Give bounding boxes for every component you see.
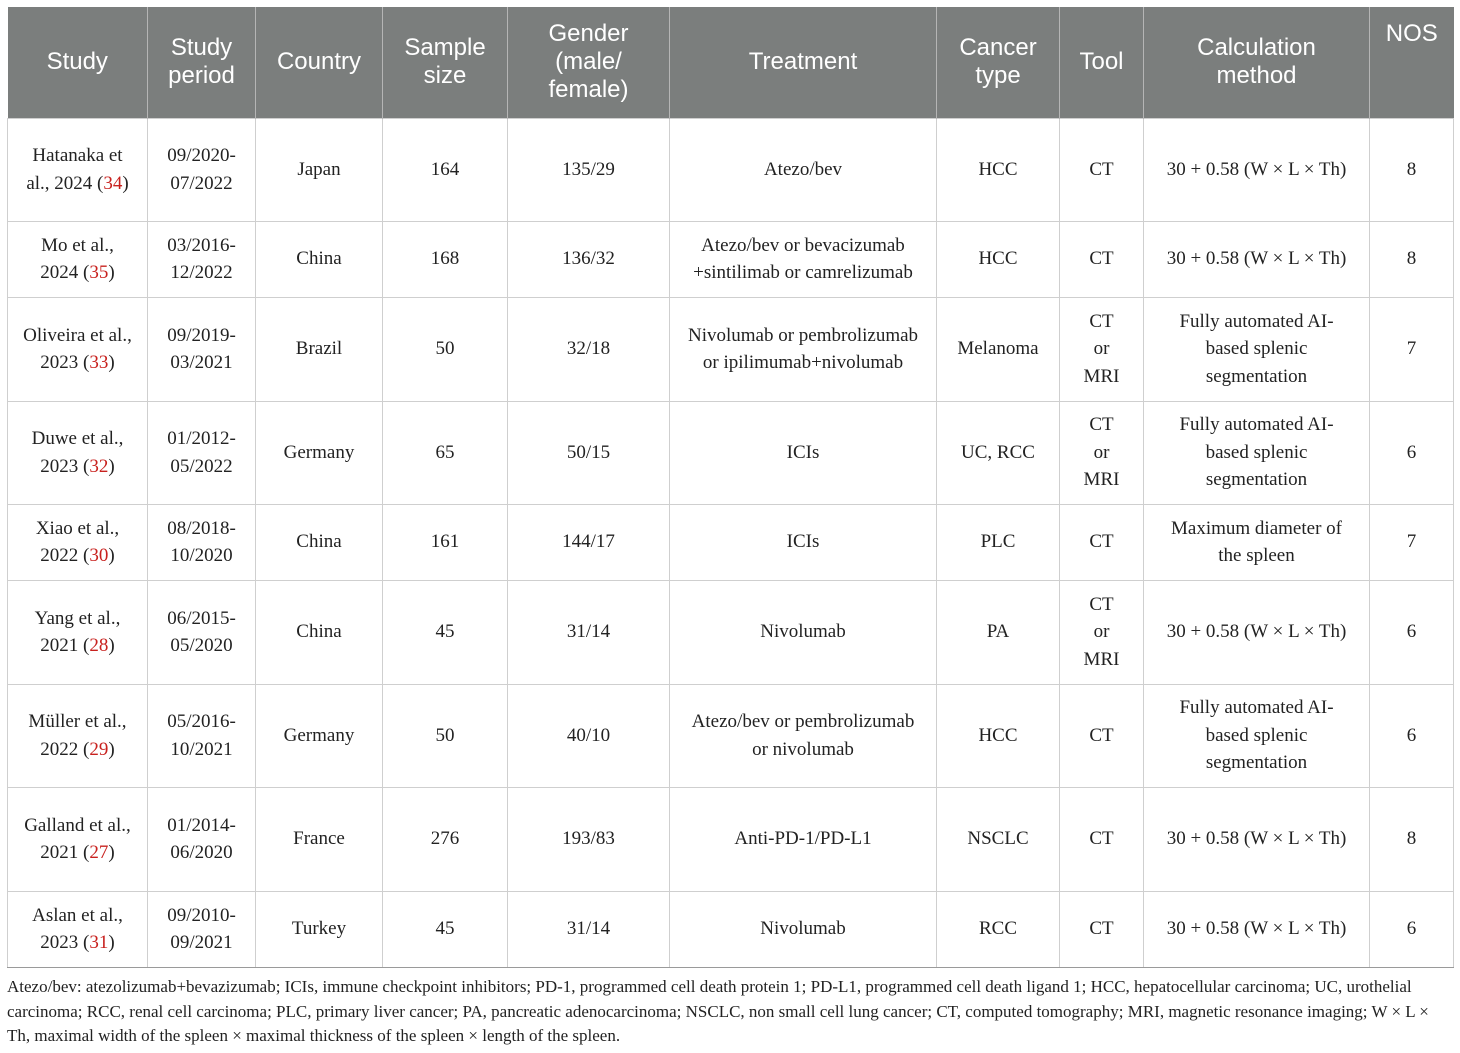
reference-link[interactable]: 29 bbox=[89, 738, 109, 760]
cell-tool bbox=[1060, 221, 1144, 297]
cell-study-text: Xiao et al., 2022 bbox=[35, 517, 120, 566]
cell-sample-size-text: 45 bbox=[435, 918, 455, 940]
reference-link[interactable]: 31 bbox=[89, 932, 109, 953]
cell-tool bbox=[1060, 787, 1144, 891]
cell-calculation-method-text: Fully automated AI-based splenic segmentation bbox=[1179, 310, 1334, 387]
cell-treatment bbox=[670, 221, 937, 297]
cell-country bbox=[256, 891, 383, 967]
cell-study: Müller et al., 2022 (29) bbox=[8, 684, 148, 787]
table-row bbox=[8, 401, 1454, 504]
cell-tool bbox=[1060, 504, 1144, 580]
cell-sample-size bbox=[383, 684, 508, 787]
cell-study: Duwe et al., 2023 (32) bbox=[8, 401, 148, 504]
cell-treatment bbox=[670, 297, 937, 401]
cell-gender-text: 32/18 bbox=[566, 338, 611, 360]
cell-calculation-method-text: 30 + 0.58 (W × L × Th) bbox=[1166, 621, 1347, 643]
cell-study-text: Galland et al., 2021 bbox=[24, 814, 131, 863]
study-characteristics-table bbox=[7, 7, 1454, 968]
cell-nos-text: 7 bbox=[1406, 338, 1417, 360]
cell-gender bbox=[508, 297, 670, 401]
cell-study-period bbox=[148, 787, 256, 891]
cell-sample-size bbox=[383, 297, 508, 401]
cell-cancer-type bbox=[937, 221, 1060, 297]
cell-calculation-method-text: Fully automated AI-based splenic segmentation bbox=[1179, 414, 1334, 491]
cell-sample-size bbox=[383, 787, 508, 891]
table-row bbox=[8, 891, 1454, 967]
cell-study-period-text: 09/2019-03/2021 bbox=[167, 324, 236, 373]
cell-study-text: Oliveira et al., 2023 bbox=[23, 324, 132, 373]
cell-nos bbox=[1370, 580, 1454, 684]
cell-tool-text: CT or MRI bbox=[1083, 310, 1120, 387]
cell-gender bbox=[508, 787, 670, 891]
cell-country-text: China bbox=[296, 621, 342, 643]
cell-nos-text: 7 bbox=[1406, 531, 1417, 553]
table-row bbox=[8, 504, 1454, 580]
cell-sample-size-text: 276 bbox=[430, 828, 460, 850]
cell-nos-text: 6 bbox=[1406, 918, 1417, 940]
table-header-row bbox=[8, 7, 1454, 118]
cell-gender bbox=[508, 684, 670, 787]
header-study: Study bbox=[8, 7, 148, 118]
cell-study-period bbox=[148, 401, 256, 504]
cell-country bbox=[256, 221, 383, 297]
header-sample-size: Sample size bbox=[383, 7, 508, 118]
cell-cancer-type-text: PLC bbox=[980, 531, 1016, 553]
cell-tool-text: CT bbox=[1089, 248, 1114, 270]
cell-nos-text: 6 bbox=[1406, 441, 1417, 463]
cell-country-text: Germany bbox=[283, 441, 355, 463]
table-row bbox=[8, 118, 1454, 221]
cell-cancer-type-text: HCC bbox=[978, 248, 1018, 270]
cell-country bbox=[256, 118, 383, 221]
cell-cancer-type-text: Melanoma bbox=[957, 338, 1039, 360]
cell-sample-size-text: 45 bbox=[435, 621, 455, 643]
cell-nos bbox=[1370, 297, 1454, 401]
cell-sample-size bbox=[383, 504, 508, 580]
cell-tool-text: CT bbox=[1089, 828, 1114, 850]
cell-study-text: Mo et al., 2024 bbox=[40, 234, 114, 283]
cell-country-text: France bbox=[293, 828, 345, 850]
cell-treatment-text: ICIs bbox=[786, 441, 820, 463]
cell-calculation-method bbox=[1144, 504, 1370, 580]
header-cancer-type: Cancer type bbox=[937, 7, 1060, 118]
cell-country-text: China bbox=[296, 531, 342, 553]
cell-cancer-type bbox=[937, 297, 1060, 401]
cell-sample-size bbox=[383, 580, 508, 684]
cell-country bbox=[256, 580, 383, 684]
cell-study: Yang et al., 2021 (28) bbox=[8, 580, 148, 684]
cell-treatment-text: Nivolumab bbox=[760, 621, 846, 643]
cell-gender-text: 40/10 bbox=[566, 724, 611, 746]
reference-link[interactable]: 32 bbox=[89, 455, 109, 477]
study-characteristics-table-wrapper bbox=[7, 7, 1453, 968]
cell-sample-size-text: 50 bbox=[435, 338, 455, 360]
reference-link[interactable]: 33 bbox=[89, 352, 109, 373]
cell-study-period bbox=[148, 221, 256, 297]
reference-link[interactable]: 35 bbox=[89, 262, 109, 283]
cell-country bbox=[256, 504, 383, 580]
cell-tool-text: CT bbox=[1089, 158, 1114, 180]
table-row bbox=[8, 221, 1454, 297]
cell-study: Xiao et al., 2022 (30) bbox=[8, 504, 148, 580]
cell-treatment bbox=[670, 580, 937, 684]
cell-study-period bbox=[148, 580, 256, 684]
cell-study-period bbox=[148, 504, 256, 580]
reference-link[interactable]: 34 bbox=[103, 172, 123, 194]
cell-treatment bbox=[670, 891, 937, 967]
cell-treatment bbox=[670, 684, 937, 787]
cell-study-text: Yang et al., 2021 bbox=[34, 607, 121, 656]
cell-study: Aslan et al., 2023 (31) bbox=[8, 891, 148, 967]
cell-gender-text: 31/14 bbox=[566, 918, 611, 940]
cell-gender-text: 135/29 bbox=[562, 158, 615, 180]
cell-nos bbox=[1370, 787, 1454, 891]
cell-gender bbox=[508, 221, 670, 297]
cell-treatment-text: Atezo/bev or bevacizumab +sintilimab or camrelizumab bbox=[693, 234, 913, 283]
header-country: Country bbox=[256, 7, 383, 118]
cell-nos-text: 8 bbox=[1406, 828, 1417, 850]
cell-calculation-method-text: 30 + 0.58 (W × L × Th) bbox=[1166, 828, 1347, 850]
cell-treatment-text: Nivolumab bbox=[760, 918, 846, 940]
cell-tool-text: CT bbox=[1089, 531, 1114, 553]
cell-study-period-text: 06/2015-05/2020 bbox=[167, 607, 236, 656]
cell-study-period bbox=[148, 297, 256, 401]
cell-tool bbox=[1060, 297, 1144, 401]
cell-calculation-method-text: 30 + 0.58 (W × L × Th) bbox=[1166, 248, 1347, 270]
cell-cancer-type bbox=[937, 684, 1060, 787]
table-row bbox=[8, 684, 1454, 787]
cell-treatment bbox=[670, 118, 937, 221]
cell-study-period-text: 08/2018-10/2020 bbox=[167, 517, 236, 566]
cell-calculation-method bbox=[1144, 401, 1370, 504]
cell-tool-text: CT or MRI bbox=[1083, 593, 1120, 670]
cell-study-period-text: 09/2020-07/2022 bbox=[167, 145, 236, 194]
cell-gender bbox=[508, 401, 670, 504]
cell-calculation-method-text: 30 + 0.58 (W × L × Th) bbox=[1166, 918, 1347, 940]
cell-study: Hatanaka et al., 2024 (34) bbox=[8, 118, 148, 221]
cell-country bbox=[256, 401, 383, 504]
cell-treatment bbox=[670, 401, 937, 504]
cell-sample-size-text: 164 bbox=[430, 158, 460, 180]
cell-study: Oliveira et al., 2023 (33) bbox=[8, 297, 148, 401]
header-tool: Tool bbox=[1060, 7, 1144, 118]
cell-cancer-type bbox=[937, 580, 1060, 684]
cell-cancer-type bbox=[937, 118, 1060, 221]
cell-sample-size-text: 168 bbox=[430, 248, 460, 270]
cell-tool bbox=[1060, 684, 1144, 787]
cell-study-period-text: 01/2014-06/2020 bbox=[167, 814, 236, 863]
cell-gender-text: 50/15 bbox=[566, 441, 611, 463]
cell-calculation-method bbox=[1144, 891, 1370, 967]
cell-nos bbox=[1370, 221, 1454, 297]
cell-study-period-text: 09/2010-09/2021 bbox=[167, 904, 236, 953]
cell-nos bbox=[1370, 891, 1454, 967]
header-treatment: Treatment bbox=[670, 7, 937, 118]
cell-sample-size bbox=[383, 891, 508, 967]
cell-study-period bbox=[148, 118, 256, 221]
cell-nos-text: 6 bbox=[1406, 621, 1417, 643]
cell-calculation-method-text: 30 + 0.58 (W × L × Th) bbox=[1166, 158, 1347, 180]
cell-cancer-type bbox=[937, 891, 1060, 967]
cell-calculation-method bbox=[1144, 221, 1370, 297]
cell-gender-text: 136/32 bbox=[562, 248, 615, 270]
cell-treatment bbox=[670, 504, 937, 580]
cell-treatment bbox=[670, 787, 937, 891]
cell-cancer-type-text: HCC bbox=[978, 724, 1018, 746]
cell-study: Mo et al., 2024 (35) bbox=[8, 221, 148, 297]
cell-country-text: Germany bbox=[283, 724, 355, 746]
cell-study-text: Aslan et al., 2023 bbox=[32, 904, 123, 953]
cell-gender bbox=[508, 580, 670, 684]
reference-link[interactable]: 28 bbox=[89, 635, 109, 656]
cell-tool-text: CT or MRI bbox=[1083, 414, 1120, 491]
cell-study-period bbox=[148, 684, 256, 787]
cell-calculation-method bbox=[1144, 580, 1370, 684]
cell-study-text: Duwe et al., 2023 bbox=[31, 428, 124, 477]
table-row bbox=[8, 787, 1454, 891]
cell-cancer-type-text: PA bbox=[986, 621, 1010, 643]
cell-tool-text: CT bbox=[1089, 724, 1114, 746]
cell-treatment-text: Anti-PD-1/PD-L1 bbox=[734, 828, 872, 850]
cell-sample-size bbox=[383, 401, 508, 504]
cell-gender-text: 193/83 bbox=[562, 828, 615, 850]
table-row bbox=[8, 580, 1454, 684]
cell-cancer-type-text: UC, RCC bbox=[961, 441, 1035, 463]
cell-study-period-text: 03/2016-12/2022 bbox=[167, 234, 236, 283]
header-calculation-method: Calculation method bbox=[1144, 7, 1370, 118]
table-row bbox=[8, 297, 1454, 401]
cell-country-text: Brazil bbox=[295, 338, 343, 360]
cell-tool bbox=[1060, 580, 1144, 684]
cell-sample-size bbox=[383, 118, 508, 221]
cell-cancer-type-text: HCC bbox=[978, 158, 1018, 180]
header-study-period: Study period bbox=[148, 7, 256, 118]
cell-calculation-method bbox=[1144, 297, 1370, 401]
cell-calculation-method-text: Maximum diameter of the spleen bbox=[1171, 517, 1342, 566]
header-nos: NOS bbox=[1370, 7, 1454, 118]
cell-study-period-text: 05/2016-10/2021 bbox=[167, 711, 236, 760]
cell-tool bbox=[1060, 401, 1144, 504]
cell-cancer-type bbox=[937, 787, 1060, 891]
cell-gender-text: 144/17 bbox=[562, 531, 615, 553]
cell-calculation-method bbox=[1144, 787, 1370, 891]
cell-sample-size-text: 65 bbox=[435, 441, 455, 463]
cell-cancer-type bbox=[937, 504, 1060, 580]
cell-sample-size-text: 50 bbox=[435, 724, 455, 746]
cell-country-text: China bbox=[296, 248, 342, 270]
reference-link[interactable]: 30 bbox=[89, 545, 109, 566]
cell-gender bbox=[508, 504, 670, 580]
cell-nos-text: 6 bbox=[1406, 724, 1417, 746]
cell-gender bbox=[508, 891, 670, 967]
cell-nos bbox=[1370, 118, 1454, 221]
cell-calculation-method bbox=[1144, 684, 1370, 787]
table-footnote: Atezo/bev: atezolizumab+bevazizumab; ICIs, immune checkpoint inhibitors; PD-1, programmed cell death protein 1; PD-L1, programmed cell death ligand 1; HCC, hepatocellular carcinoma; UC, urothelial carcinoma; RCC, renal cell carcinoma; PLC, primary liver cancer; PA, pancreatic adenocarcinoma; NSCLC, non small cell lung cancer; CT, computed tomography; MRI, magnetic resonance imaging; W × L × Th, maximal width of the spleen × maximal thickness of the spleen × length of the spleen. bbox=[7, 977, 1429, 1045]
cell-nos bbox=[1370, 684, 1454, 787]
cell-tool bbox=[1060, 891, 1144, 967]
cell-gender bbox=[508, 118, 670, 221]
cell-nos-text: 8 bbox=[1406, 158, 1417, 180]
cell-treatment-text: Atezo/bev or pembrolizumab or nivolumab bbox=[691, 711, 915, 760]
cell-calculation-method-text: Fully automated AI-based splenic segmentation bbox=[1179, 697, 1334, 774]
cell-cancer-type bbox=[937, 401, 1060, 504]
cell-treatment-text: ICIs bbox=[786, 531, 820, 553]
cell-tool bbox=[1060, 118, 1144, 221]
cell-study-text: Hatanaka et al., 2024 bbox=[26, 145, 123, 194]
cell-treatment-text: Atezo/bev bbox=[763, 158, 843, 180]
cell-country-text: Japan bbox=[297, 158, 341, 180]
cell-country bbox=[256, 787, 383, 891]
cell-cancer-type-text: RCC bbox=[978, 918, 1018, 940]
cell-treatment-text: Nivolumab or pembrolizumab or ipilimumab+nivolumab bbox=[687, 324, 919, 373]
cell-country bbox=[256, 297, 383, 401]
cell-sample-size-text: 161 bbox=[430, 531, 460, 553]
cell-cancer-type-text: NSCLC bbox=[967, 828, 1029, 850]
cell-study-text: Müller et al., 2022 bbox=[28, 711, 127, 760]
cell-study-period-text: 01/2012-05/2022 bbox=[167, 428, 236, 477]
cell-nos-text: 8 bbox=[1406, 248, 1417, 270]
cell-nos bbox=[1370, 504, 1454, 580]
cell-country bbox=[256, 684, 383, 787]
cell-sample-size bbox=[383, 221, 508, 297]
cell-study-period bbox=[148, 891, 256, 967]
header-gender: Gender (male/ female) bbox=[508, 7, 670, 118]
reference-link[interactable]: 27 bbox=[89, 842, 109, 863]
cell-country-text: Turkey bbox=[291, 918, 347, 940]
cell-gender-text: 31/14 bbox=[566, 621, 611, 643]
table-body bbox=[8, 118, 1454, 967]
cell-tool-text: CT bbox=[1089, 918, 1114, 940]
cell-nos bbox=[1370, 401, 1454, 504]
cell-calculation-method bbox=[1144, 118, 1370, 221]
cell-study: Galland et al., 2021 (27) bbox=[8, 787, 148, 891]
